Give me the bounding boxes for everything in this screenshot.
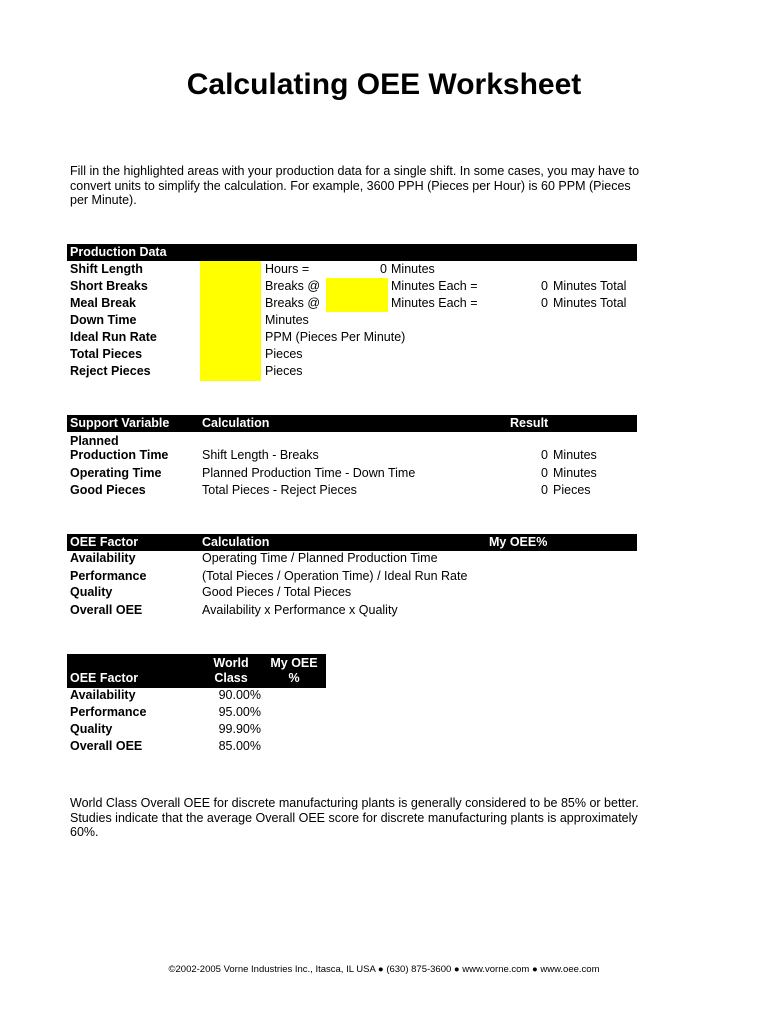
world-availability-value: 90.00% [218, 688, 261, 702]
short-breaks-label: Short Breaks [70, 279, 148, 293]
good-pieces-label: Good Pieces [70, 483, 146, 497]
production-time-calc: Shift Length - Breaks [202, 448, 319, 462]
good-pieces-result: 0 [541, 483, 548, 497]
oee-header-factor: OEE Factor [70, 535, 139, 549]
meal-break-label: Meal Break [70, 296, 137, 310]
down-time-label: Down Time [70, 313, 137, 327]
world-performance-value: 95.00% [218, 705, 261, 719]
short-breaks-result-unit: Minutes Total [553, 279, 627, 293]
good-pieces-calc: Total Pieces - Reject Pieces [202, 483, 357, 497]
short-breaks-unit: Breaks @ [265, 279, 321, 293]
production-data-header [67, 244, 637, 261]
oee-quality-calc: Good Pieces / Total Pieces [202, 585, 352, 599]
world-header-class: Class [214, 671, 248, 685]
operating-time-unit: Minutes [553, 466, 597, 480]
short-breaks-result: 0 [541, 279, 548, 293]
world-performance-label: Performance [70, 705, 147, 719]
meal-break-result: 0 [541, 296, 548, 310]
oee-performance-calc: (Total Pieces / Operation Time) / Ideal Run Rate [202, 569, 468, 583]
reject-pieces-unit: Pieces [265, 364, 303, 378]
page-title: Calculating OEE Worksheet [186, 68, 582, 101]
footer-copyright: ©2002-2005 Vorne Industries Inc., Itasca, IL USA ● (630) 875-3600 ● www.vorne.com ● www.oee.com [168, 964, 600, 975]
shift-length-unit: Hours = [265, 262, 310, 276]
world-header-percent: % [288, 671, 300, 685]
support-variable-header [67, 415, 637, 432]
world-header-my-oee: My OEE [270, 656, 318, 670]
world-overall-value: 85.00% [218, 739, 261, 753]
short-breaks-minutes-input[interactable] [326, 278, 388, 312]
oee-factor-header [67, 534, 637, 551]
oee-overall-calc: Availability x Performance x Quality [202, 603, 398, 617]
shift-length-result: 0 [380, 262, 387, 276]
production-data-header-label: Production Data [70, 245, 167, 259]
ideal-run-rate-unit: PPM (Pieces Per Minute) [265, 330, 406, 344]
shift-length-result-unit: Minutes [391, 262, 435, 276]
planned-label-top: Planned [70, 434, 119, 448]
production-time-result: 0 [541, 448, 548, 462]
support-header-variable: Support Variable [70, 416, 170, 430]
ideal-run-rate-label: Ideal Run Rate [70, 330, 157, 344]
total-pieces-label: Total Pieces [70, 347, 143, 361]
production-time-unit: Minutes [553, 448, 597, 462]
oee-quality-label: Quality [70, 585, 113, 599]
operating-time-label: Operating Time [70, 466, 162, 480]
world-class-header [67, 654, 326, 688]
support-header-result: Result [510, 416, 549, 430]
world-header-factor: OEE Factor [70, 671, 139, 685]
operating-time-calc: Planned Production Time - Down Time [202, 466, 416, 480]
world-quality-value: 99.90% [218, 722, 261, 736]
world-quality-label: Quality [70, 722, 113, 736]
good-pieces-unit: Pieces [553, 483, 591, 497]
world-availability-label: Availability [70, 688, 136, 702]
intro-text: Fill in the highlighted areas with your production data for a single shift. In some cases, you may have to convert units to simplify the calculation. For example, 3600 PPH (Pieces per Hour) is 60 PPM (Pieces per Minute). [70, 164, 640, 208]
meal-break-result-unit: Minutes Total [553, 296, 627, 310]
shift-length-label: Shift Length [70, 262, 143, 276]
shift-length-input[interactable] [200, 261, 261, 381]
oee-performance-label: Performance [70, 569, 147, 583]
total-pieces-unit: Pieces [265, 347, 303, 361]
oee-overall-label: Overall OEE [70, 603, 143, 617]
meal-break-unit: Breaks @ [265, 296, 321, 310]
world-header-world: World [213, 656, 249, 670]
short-breaks-mid: Minutes Each = [391, 279, 478, 293]
support-header-calculation: Calculation [202, 416, 270, 430]
world-class-note: World Class Overall OEE for discrete manufacturing plants is generally considered to be 85% or better. Studies indicate that the average Overall OEE score for discrete manufacturing plants is approximately 60%. [70, 796, 639, 840]
oee-availability-calc: Operating Time / Planned Production Time [202, 551, 438, 565]
reject-pieces-label: Reject Pieces [70, 364, 151, 378]
oee-availability-label: Availability [70, 551, 136, 565]
oee-header-calculation: Calculation [202, 535, 270, 549]
oee-header-my-oee: My OEE% [489, 535, 548, 549]
down-time-unit: Minutes [265, 313, 309, 327]
world-overall-label: Overall OEE [70, 739, 143, 753]
meal-break-mid: Minutes Each = [391, 296, 478, 310]
production-time-label: Production Time [70, 448, 169, 462]
operating-time-result: 0 [541, 466, 548, 480]
